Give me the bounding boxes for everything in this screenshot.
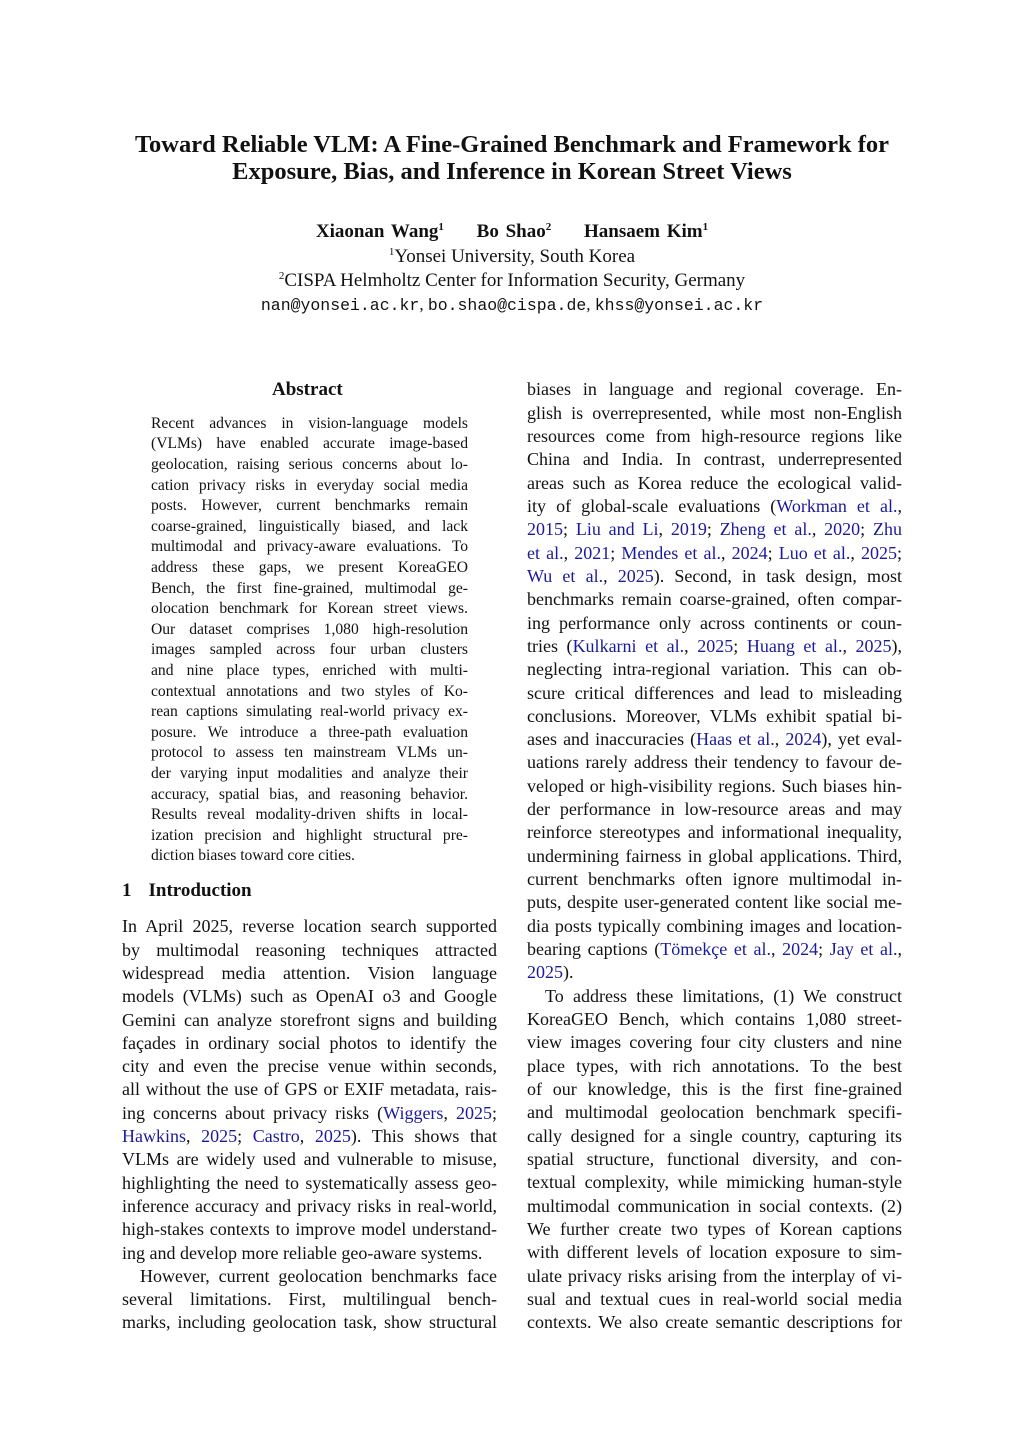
text-line: cation privacy risks in everyday social media [151, 476, 468, 494]
text-line: contextual annotations and two styles of Ko- [151, 682, 468, 700]
text-line: and nine place types, enriched with multi- [151, 661, 468, 679]
author-affiliation-mark: 1 [702, 221, 709, 233]
text-line: undermining fairness in global applications. Third, [527, 845, 902, 866]
text-segment: ; [733, 635, 747, 656]
text-line: resources come from high-resource regions like [527, 425, 902, 446]
citation-link[interactable]: 2019 [670, 519, 707, 540]
text-line: uations rarely address their tendency to favour de- [527, 752, 902, 773]
text-line: of our knowledge, this is the first fine-grained [527, 1078, 902, 1099]
text-line: VLMs are widely used and vulnerable to misuse, [122, 1149, 497, 1170]
text-segment: , [603, 565, 618, 586]
text-line: spatial structure, functional diversity, and con- [527, 1148, 902, 1169]
text-line: Recent advances in vision-language models [151, 414, 468, 432]
text-line: KoreaGEO Bench, which contains 1,080 street- [527, 1008, 902, 1029]
author-name: Hansaem Kim [583, 221, 703, 242]
text-line: posure. We introduce a three-path evaluation [151, 723, 468, 741]
emails: nan@yonsei.ac.kr, bo.shao@cispa.de, khss@yonsei.ac.kr [260, 295, 764, 315]
citation-link[interactable]: 2021 [574, 542, 611, 563]
citation-link[interactable]: Luo et al. [778, 542, 851, 563]
author-affiliation-mark: 1 [438, 221, 444, 233]
text-segment: ; [767, 542, 779, 563]
text-line: images sampled across four urban clusters [151, 641, 468, 659]
text-segment: ; [491, 1102, 497, 1123]
text-line: inference accuracy and privacy risks in real-world, [122, 1195, 497, 1216]
author-list [0, 221, 1024, 243]
text-line: highlighting the need to systematically assess geo- [122, 1172, 497, 1193]
citation-link[interactable]: 2025 [617, 565, 654, 586]
affiliation-mark: 1 [388, 246, 395, 258]
text-segment: ). This shows that [350, 1126, 497, 1147]
text-segment: , [774, 729, 786, 750]
text-line [527, 961, 902, 984]
text-segment: , [897, 939, 902, 960]
text-segment: ). Second, in task design, most [653, 565, 903, 586]
affiliation-2 [0, 270, 1024, 292]
citation-link[interactable]: Kulkarni et al. [572, 635, 685, 656]
section-heading-introduction [122, 880, 252, 902]
text-line: view images covering four city clusters and nine [527, 1032, 902, 1053]
text-line [527, 542, 902, 565]
text-line: rean captions simulating real-world privacy ex- [151, 703, 468, 721]
text-line: accuracy, spatial bias, and reasoning behavior. [151, 785, 468, 803]
email[interactable]: nan@yonsei.ac.kr [260, 296, 420, 315]
abstract-heading: Abstract [272, 379, 343, 400]
text-segment: , [850, 542, 861, 563]
text-line [527, 728, 902, 751]
section-number: 1 [122, 880, 132, 901]
email[interactable]: bo.shao@cispa.de [427, 296, 587, 315]
text-line: biases in language and regional coverage. En- [527, 379, 902, 400]
author-name: Xiaonan Wang [315, 221, 439, 242]
text-segment: , [897, 495, 902, 516]
text-line: all without the use of GPS or EXIF metadata, rais- [122, 1079, 497, 1100]
text-line: and multimodal geolocation benchmark specifi- [527, 1102, 902, 1123]
text-segment: ; [860, 519, 874, 540]
text-line: Bench, the first fine-grained, multimodal ge- [151, 579, 468, 597]
text-line: posts. However, current benchmarks remain [151, 497, 468, 515]
affiliation-mark: 2 [278, 270, 285, 282]
text-line: widespread media attention. Vision language [122, 962, 497, 983]
text-line: marks, including geolocation task, show structural [122, 1312, 497, 1333]
text-segment: ing concerns about privacy risks ( [122, 1102, 384, 1123]
author-affiliation-mark: 2 [545, 221, 552, 233]
text-line: place types, with rich annotations. To the best [527, 1055, 902, 1076]
text-line: multimodal communication in social contexts. (2) [527, 1195, 902, 1216]
citation-link[interactable]: Wu et al. [527, 565, 604, 586]
text-segment: ), yet eval- [821, 729, 902, 750]
text-segment: ; [563, 519, 576, 540]
text-line: Results reveal modality-driven shifts in local- [151, 806, 468, 824]
citation-link[interactable]: Mendes et al. [621, 542, 721, 563]
citation-link[interactable]: Haas et al. [696, 729, 775, 750]
text-line: glish is overrepresented, while most non-English [527, 402, 902, 423]
text-line [527, 565, 902, 588]
text-line: Our dataset comprises 1,080 high-resolution [151, 620, 468, 638]
text-line: Gemini can analyze storefront signs and building [122, 1009, 497, 1030]
text-line: multimodal and privacy-aware evaluations. To [151, 538, 468, 556]
affiliation-text: CISPA Helmholtz Center for Information Security, Germany [284, 270, 746, 291]
text-line: ing and develop more reliable geo-aware systems. [122, 1242, 483, 1263]
text-line: ing performance only across continents or coun- [527, 612, 902, 633]
text-line [122, 1102, 497, 1125]
citation-link[interactable]: 2025 [697, 635, 734, 656]
text-line: sual and textual cues in real-world social media [527, 1288, 902, 1309]
text-segment: , [299, 1126, 315, 1147]
text-line: ulate privacy risks arising from the interplay of vi- [527, 1265, 902, 1286]
citation-link[interactable]: Wiggers [383, 1102, 444, 1123]
text-line: der varying input modalities and analyze their [151, 764, 468, 782]
text-segment: ; [610, 542, 622, 563]
text-segment: , [186, 1126, 202, 1147]
text-line [527, 938, 902, 961]
text-segment: , [563, 542, 575, 563]
text-line: olocation benchmark for Korean street views. [151, 600, 468, 618]
text-line: several limitations. First, multilingual bench- [122, 1289, 497, 1310]
text-line: conclusions. Moreover, VLMs exhibit spatial bi- [527, 705, 902, 726]
text-line: scure critical differences and lead to misleading [527, 682, 902, 703]
text-line: cally designed for a single country, capturing its [527, 1125, 902, 1146]
paper-title-line-2: Exposure, Bias, and Inference in Korean Street Views [232, 158, 792, 185]
affiliation-text: Yonsei University, South Korea [394, 246, 636, 267]
citation-link[interactable]: Zheng et al. [719, 519, 812, 540]
text-line: address these gaps, we present KoreaGEO [151, 558, 468, 576]
text-line: veloped or high-visibility regions. Such biases hin- [527, 775, 902, 796]
text-segment: , [842, 635, 856, 656]
citation-link[interactable]: et al. [527, 542, 564, 563]
text-line: neglecting intra-regional variation. This can ob- [527, 659, 902, 680]
text-segment: , [684, 635, 698, 656]
citation-link[interactable]: 2025 [527, 962, 563, 983]
citation-link[interactable]: 2020 [824, 519, 861, 540]
text-line: coarse-grained, linguistically biased, and lack [151, 517, 468, 535]
section-title: Introduction [148, 880, 252, 901]
text-line: with different levels of location exposure to sim- [527, 1242, 902, 1263]
citation-link[interactable]: 2025 [201, 1126, 238, 1147]
author-name: Bo Shao [476, 221, 546, 242]
text-segment: ; [818, 939, 830, 960]
text-line: puts, despite user-generated content like social me- [527, 892, 902, 913]
citation-link[interactable]: 2025 [314, 1126, 351, 1147]
text-segment: ; [897, 542, 903, 563]
text-line [527, 518, 902, 541]
text-line: der performance in low-resource areas and may [527, 799, 902, 820]
email[interactable]: khss@yonsei.ac.kr [594, 296, 764, 315]
text-line: We further create two types of Korean captions [527, 1218, 902, 1239]
text-line: contexts. We also create semantic descriptions for [527, 1312, 902, 1333]
text-line: reinforce stereotypes and informational inequality, [527, 822, 902, 843]
text-segment: bearing captions ( [527, 939, 661, 960]
citation-link[interactable]: Castro [252, 1126, 300, 1147]
citation-link[interactable]: Jay et al. [829, 939, 898, 960]
text-segment: ; [706, 519, 720, 540]
text-line: dia posts typically combining images and location- [527, 915, 902, 936]
text-line [122, 1125, 497, 1148]
citation-link[interactable]: 2024 [785, 729, 822, 750]
citation-link[interactable]: 2024 [731, 542, 768, 563]
text-line: façades in ordinary social photos to identify the [122, 1032, 497, 1053]
text-line: diction biases toward core cities. [151, 847, 355, 865]
text-segment: ). [563, 962, 574, 983]
text-line: To address these limitations, (1) We construct [545, 985, 902, 1006]
text-segment: ; [237, 1126, 253, 1147]
text-line: (VLMs) have enabled accurate image-based [151, 435, 468, 453]
text-segment: tries ( [527, 635, 573, 656]
citation-link[interactable]: Hawkins [122, 1126, 186, 1147]
text-segment: , [720, 542, 732, 563]
text-line: models (VLMs) such as OpenAI o3 and Google [122, 986, 497, 1007]
citation-link[interactable]: 2015 [527, 519, 563, 540]
text-line: city and even the precise venue within seconds, [122, 1056, 497, 1077]
text-line: textual complexity, while mimicking human-style [527, 1172, 902, 1193]
text-line: by multimodal reasoning techniques attracted [122, 939, 497, 960]
citation-link[interactable]: Liu and Li [575, 519, 659, 540]
text-line: areas such as Korea reduce the ecological valid- [527, 472, 902, 493]
text-segment: ity of global-scale evaluations ( [527, 495, 777, 516]
citation-link[interactable]: Huang et al. [746, 635, 843, 656]
text-line: China and India. In contrast, underrepresented [527, 449, 902, 470]
text-line [527, 495, 902, 518]
text-segment: ases and inaccuracies ( [527, 729, 697, 750]
text-segment: , [658, 519, 671, 540]
text-line: current benchmarks often ignore multimodal in- [527, 869, 902, 890]
paper-title-line-1: Toward Reliable VLM: A Fine-Grained Benchmark and Framework for [134, 131, 890, 158]
text-line: In April 2025, reverse location search supported [122, 916, 497, 937]
text-line: However, current geolocation benchmarks face [140, 1265, 497, 1286]
citation-link[interactable]: 2025 [861, 542, 897, 563]
text-line: high-stakes contexts to improve model understand- [122, 1219, 497, 1240]
text-line: geolocation, raising serious concerns about lo- [151, 455, 468, 473]
text-line: protocol to assess ten mainstream VLMs un- [151, 744, 468, 762]
affiliation-1 [0, 246, 1024, 268]
citation-link[interactable]: 2024 [782, 939, 819, 960]
citation-link[interactable]: Workman et al. [776, 495, 898, 516]
text-line: benchmarks remain coarse-grained, often compar- [527, 589, 902, 610]
citation-link[interactable]: Zhu [873, 519, 903, 540]
text-segment: ), [891, 635, 903, 656]
text-segment: , [770, 939, 783, 960]
text-segment: , [443, 1102, 456, 1123]
citation-link[interactable]: 2025 [855, 635, 892, 656]
citation-link[interactable]: 2025 [455, 1102, 492, 1123]
text-line: ization precision and highlight structural pre- [151, 826, 468, 844]
citation-link[interactable]: Tömekçe et al. [660, 939, 771, 960]
text-line [527, 635, 902, 658]
text-segment: , [811, 519, 825, 540]
